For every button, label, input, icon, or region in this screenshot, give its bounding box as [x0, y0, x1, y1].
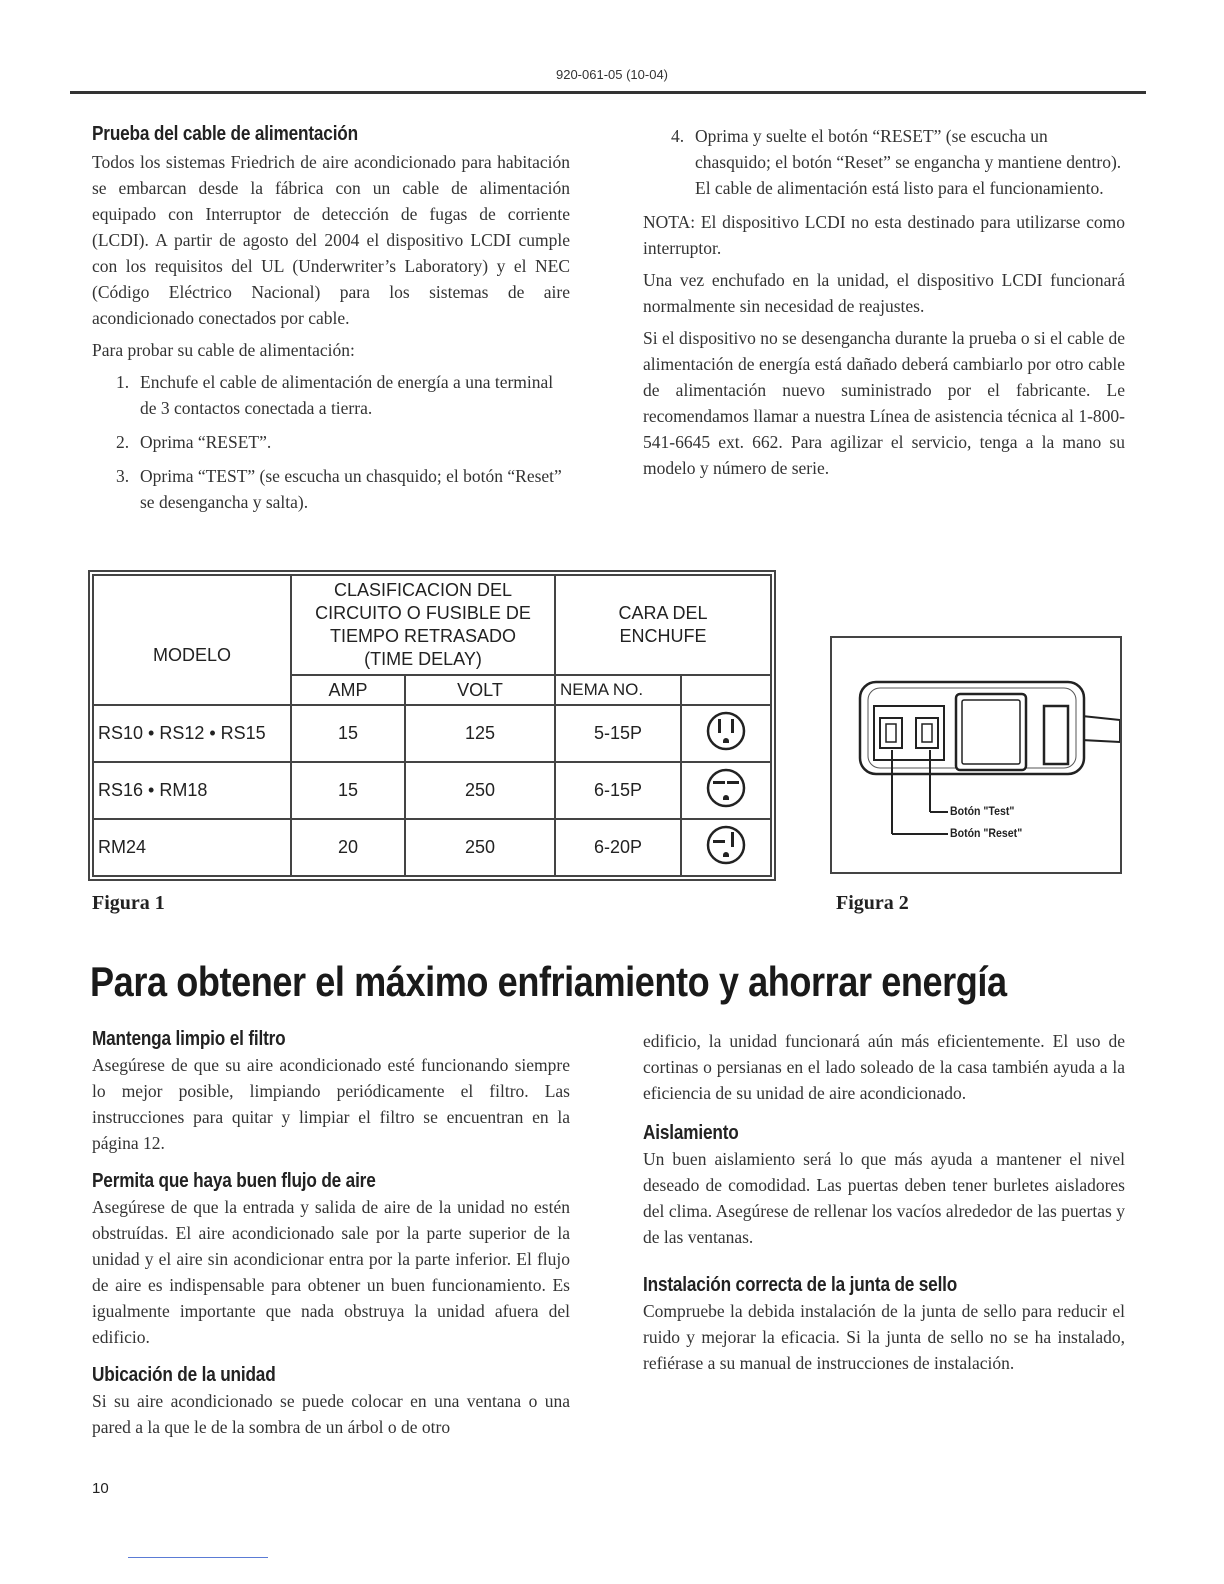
insulation-text: Un buen aislamiento será lo que más ayuda a mantener el nivel deseado de comodidad. Las puertas deben tener burletes aisladores del clima. Asegúrese de rellenar los vacíos alrededor de las puertas y de las ventanas.	[643, 1149, 1125, 1247]
lcdi-note: NOTA: El dispositivo LCDI no esta destinado para utilizarse como interruptor.	[643, 212, 1125, 258]
test-step: 2. Oprima “RESET”.	[116, 432, 272, 452]
nema-5-15p-icon	[704, 709, 748, 753]
table-row	[93, 762, 771, 819]
cell-amp: 15	[291, 762, 405, 819]
airflow-text: Asegúrese de que la entrada y salida de aire de la unidad no estén obstruídas. El aire acondicionado sale por la parte superior de la unidad y el aire sin acondicionar entra por la parte inferior. El flujo de aire es indispensable para obtener un buen funcionamiento. Es igualmente importante que nada obstruya la unidad afuera del edificio.	[92, 1197, 570, 1347]
cell-amp: 15	[291, 705, 405, 762]
power-cord-test-lead: Para probar su cable de alimentación:	[92, 340, 355, 360]
seal-text: Compruebe la debida instalación de la junta de sello para reducir el ruido y mejorar la eficacia. Si la junta de sello no se ha instalado, refiérase a su manual de instrucciones de instalación.	[643, 1301, 1125, 1373]
location-text-cont: edificio, la unidad funcionará aún más eficientemente. El uso de cortinas o persianas en el lado soleado de la casa también ayuda a la eficiencia de su unidad de aire acondicionado.	[643, 1031, 1125, 1103]
header-plug-line: CARA DEL	[618, 603, 708, 623]
test-button-label: Botón "Test"	[950, 804, 1015, 818]
energy-right-column	[643, 1028, 1125, 1382]
cell-nema: 6-15P	[555, 762, 681, 819]
header-rule	[70, 91, 1146, 94]
cell-plug	[681, 705, 771, 762]
filter-heading: Mantenga limpio el filtro	[92, 1028, 286, 1050]
header-amp: AMP	[291, 675, 405, 705]
header-circuit-line: (TIME DELAY)	[364, 649, 482, 669]
reset-button-label: Botón "Reset"	[950, 826, 1023, 840]
power-cord-test-intro: Todos los sistemas Friedrich de aire acondicionado para habitación se embarcan desde la fábrica con un cable de alimentación equipado con Interruptor de detección de fugas de corriente (LCDI). A partir de agosto del 2004 el dispositivo LCDI cumple con los requisitos del UL (Underwriter’s Laboratory) y el NEC (Código Eléctrico Nacional) para los sistemas de aire acondicionado conectados por cable.	[92, 152, 570, 328]
footer-line	[128, 1557, 268, 1558]
test-steps-list	[92, 369, 570, 515]
seal-heading: Instalación correcta de la junta de sello	[643, 1274, 958, 1296]
header-circuit-line: TIEMPO RETRASADO	[329, 626, 517, 646]
header-volt: VOLT	[405, 675, 555, 705]
nema-6-15p-icon	[704, 766, 748, 810]
airflow-heading: Permita que haya buen flujo de aire	[92, 1170, 376, 1192]
cell-nema: 6-20P	[555, 819, 681, 876]
energy-left-column	[92, 1026, 570, 1446]
cell-plug	[681, 819, 771, 876]
figure1-caption: Figura 1	[92, 892, 165, 914]
table-row	[93, 819, 771, 876]
cell-modelo: RM24	[93, 819, 291, 876]
document-number: 920-061-05 (10-04)	[555, 67, 669, 82]
header-plug-face	[555, 575, 771, 675]
power-cord-test-left-column	[92, 121, 570, 523]
filter-text: Asegúrese de que su aire acondicionado esté funcionando siempre lo mejor posible, limpiando periódicamente el filtro. Las instrucciones para quitar y limpiar el filtro se encuentran en la página 12.	[92, 1055, 570, 1153]
cell-volt: 250	[405, 762, 555, 819]
lcdi-normal-operation: Una vez enchufado en la unidad, el dispositivo LCDI funcionará normalmente sin necesidad de reajustes.	[643, 270, 1125, 316]
nema-6-20p-icon	[704, 823, 748, 867]
location-text: Si su aire acondicionado se puede colocar en una ventana o una pared a la que le de la sombra de un árbol o de otro	[92, 1391, 570, 1437]
cell-plug	[681, 762, 771, 819]
insulation-heading: Aislamiento	[643, 1122, 739, 1144]
header-plug-line: ENCHUFE	[619, 626, 707, 646]
test-step: 3. Oprima “TEST” (se escucha un chasquido; el botón “Reset” se desengancha y salta).	[116, 466, 562, 512]
test-step: 4. Oprima y suelte el botón “RESET” (se escucha un chasquido; el botón “Reset” se engancha y mantiene dentro). El cable de alimentación está listo para el funcionamiento.	[671, 126, 1122, 198]
figure2-caption: Figura 2	[836, 892, 909, 914]
cell-modelo: RS10 • RS12 • RS15	[93, 705, 291, 762]
page-number: 10	[92, 1480, 109, 1497]
header-modelo: MODELO	[93, 575, 291, 705]
cell-nema: 5-15P	[555, 705, 681, 762]
table-row	[93, 705, 771, 762]
header-circuit-line: CIRCUITO O FUSIBLE DE	[315, 603, 531, 623]
cell-volt: 250	[405, 819, 555, 876]
figure2-frame	[830, 636, 1122, 874]
header-empty	[681, 675, 771, 705]
cell-modelo: RS16 • RM18	[93, 762, 291, 819]
energy-section-title: Para obtener el máximo enfriamiento y ahorrar energía	[90, 958, 1007, 1005]
header-nema: NEMA NO.	[555, 675, 681, 705]
test-steps-list-cont	[643, 123, 1125, 201]
header-circuit-rating	[291, 575, 555, 675]
test-step: 1. Enchufe el cable de alimentación de energía a una terminal de 3 contactos conectada a tierra.	[116, 372, 554, 418]
circuit-rating-table	[92, 574, 772, 877]
cell-volt: 125	[405, 705, 555, 762]
power-cord-test-heading: Prueba del cable de alimentación	[92, 123, 358, 145]
location-heading: Ubicación de la unidad	[92, 1364, 276, 1386]
power-cord-test-right-column	[643, 123, 1125, 487]
figure1-table-frame	[88, 570, 776, 881]
lcdi-replacement-info: Si el dispositivo no se desengancha durante la prueba o si el cable de alimentación de energía está dañado deberá cambiarlo por otro cable de alimentación nuevo suministrado por el fabricante. Le recomendamos llamar a nuestra Línea de asistencia técnica al 1-800-541-6645 ext. 662. Para agilizar el servicio, tenga a la mano su modelo y número de serie.	[643, 328, 1125, 478]
cell-amp: 20	[291, 819, 405, 876]
header-circuit-line: CLASIFICACION DEL	[333, 580, 513, 600]
